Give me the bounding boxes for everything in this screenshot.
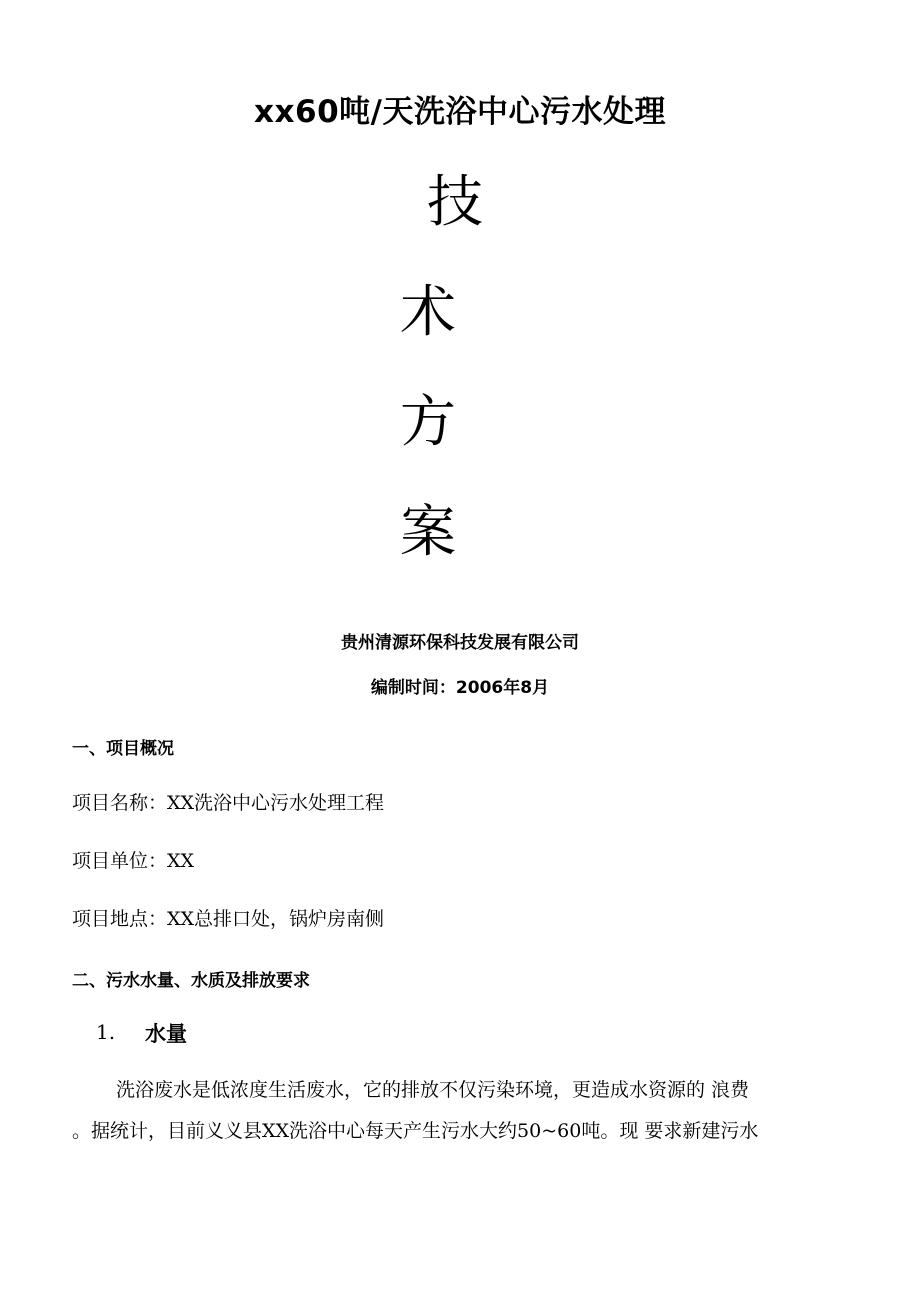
subsection-number: 1. bbox=[96, 1020, 116, 1044]
project-location-field: 项目地点：XX总排口处，锅炉房南侧 bbox=[72, 908, 385, 930]
big-title-char-3: 方 bbox=[400, 390, 456, 455]
document-title: xx60吨/天洗浴中心污水处理 bbox=[254, 94, 666, 130]
big-title-char-1: 技 bbox=[427, 170, 483, 235]
big-title-char-4: 案 bbox=[400, 500, 456, 565]
section-heading-water: 二、污水水量、水质及排放要求 bbox=[72, 971, 310, 991]
project-name-field: 项目名称：XX洗浴中心污水处理工程 bbox=[72, 792, 385, 814]
company-name: 贵州清源环保科技发展有限公司 bbox=[341, 633, 579, 653]
paragraph-line: 。据统计，目前义义县XX洗浴中心每天产生污水大约50~60吨。现 要求新建污水 bbox=[72, 1120, 759, 1142]
subsection-title: 水量 bbox=[145, 1022, 187, 1046]
project-unit-field: 项目单位：XX bbox=[72, 850, 195, 872]
paragraph-line: 洗浴废水是低浓度生活废水，它的排放不仅污染环境，更造成水资源的 浪费 bbox=[116, 1079, 750, 1101]
compile-date: 编制时间：2006年8月 bbox=[370, 678, 550, 698]
section-heading-overview: 一、项目概况 bbox=[72, 739, 174, 759]
big-title-char-2: 术 bbox=[400, 280, 456, 345]
